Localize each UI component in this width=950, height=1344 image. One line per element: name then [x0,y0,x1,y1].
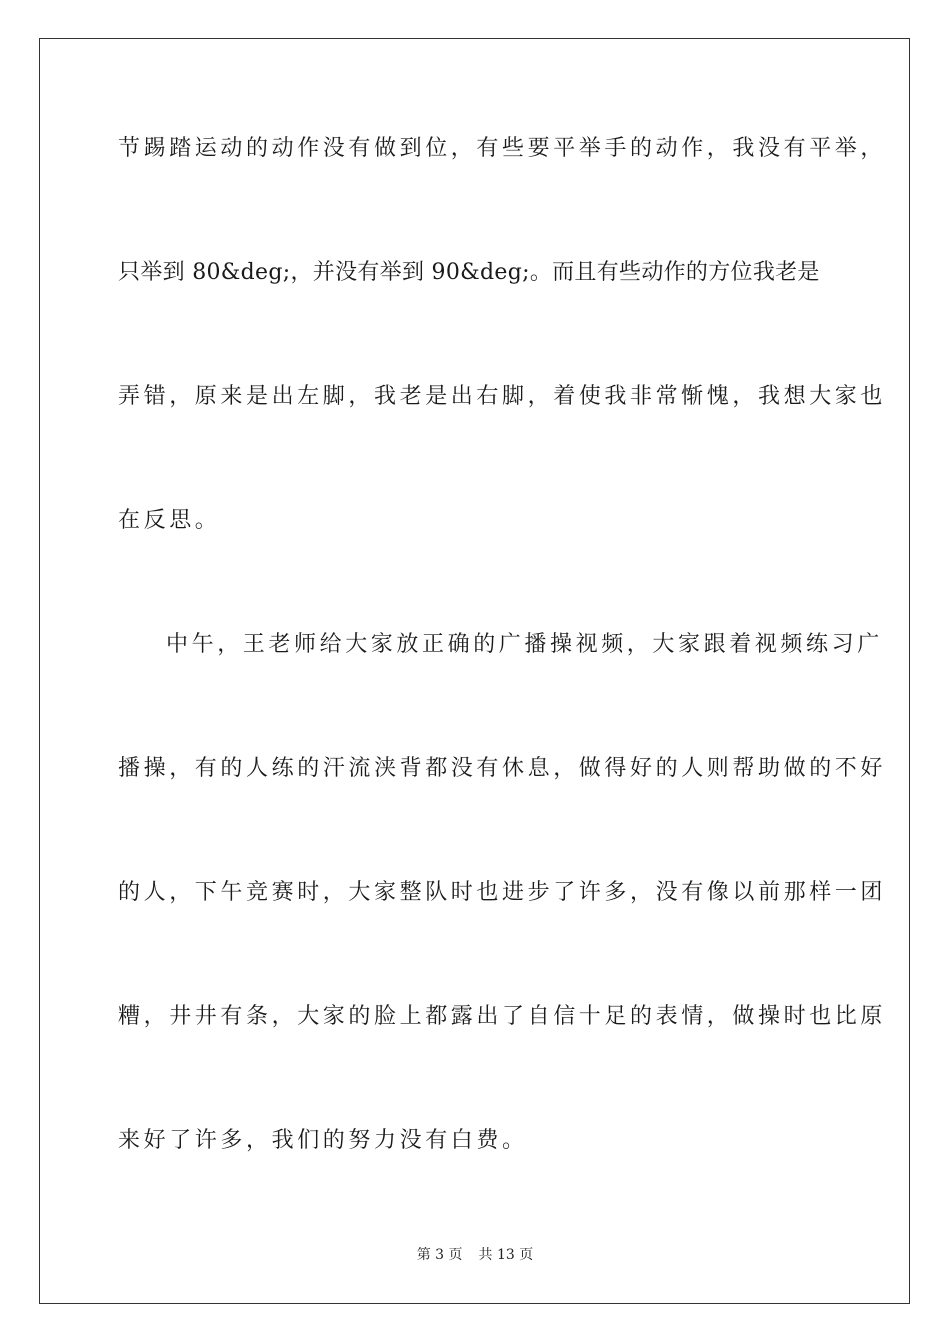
page-total: 共 13 页 [478,1247,534,1263]
text-line: 的人，下午竞赛时，大家整队时也进步了许多，没有像以前那样一团 [118,880,887,905]
page-number: 第 3 页 [416,1247,463,1263]
text-line: 只举到 80&deg;，并没有举到 90&deg;。而且有些动作的方位我老是 [118,260,820,285]
text-line: 播操，有的人练的汗流浃背都没有休息，做得好的人则帮助做的不好 [118,756,887,781]
text-line: 节踢踏运动的动作没有做到位，有些要平举手的动作，我没有平举， [118,136,887,161]
paragraph-start-line: 中午，王老师给大家放正确的广播操视频，大家跟着视频练习广 [166,632,883,657]
text-line: 来好了许多，我们的努力没有白费。 [118,1128,528,1153]
text-line: 在反思。 [118,508,221,533]
text-line: 弄错，原来是出左脚，我老是出右脚，着使我非常惭愧，我想大家也 [118,384,887,409]
page-border [39,38,910,1304]
page-footer [0,1245,950,1265]
text-line: 糟，井井有条，大家的脸上都露出了自信十足的表情，做操时也比原 [118,1004,887,1029]
